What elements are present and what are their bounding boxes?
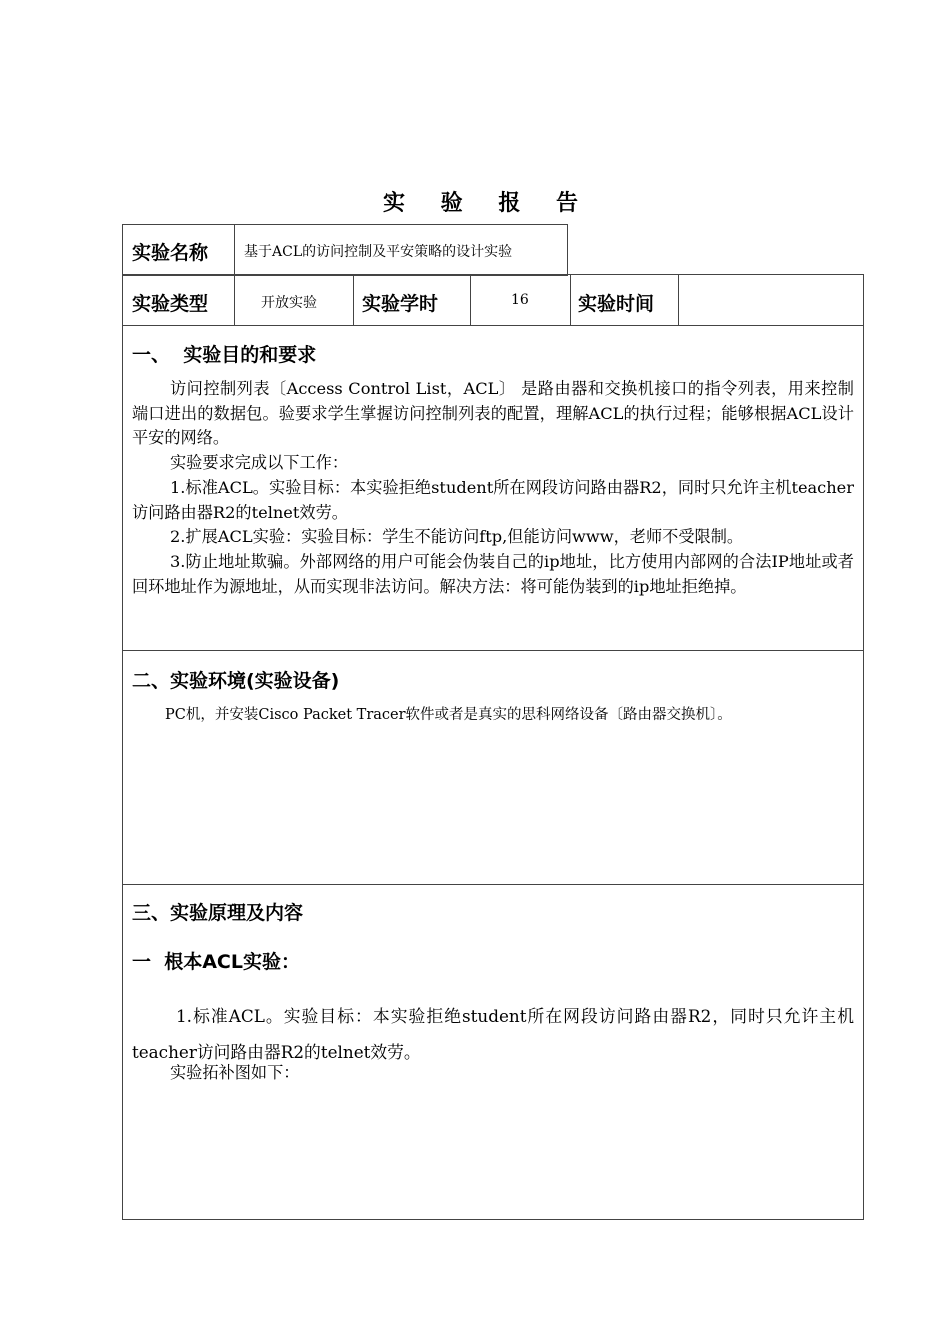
experiment-info-row <box>122 274 864 326</box>
section-purpose-heading: 一、 实验目的和要求 <box>132 344 317 366</box>
page-title: 实 验 报 告 <box>383 191 592 216</box>
basic-acl-subheading: 一 根本ACL实验： <box>132 951 300 973</box>
experiment-time-label: 实验时间 <box>578 293 655 315</box>
experiment-hours-label-cell <box>353 275 470 325</box>
task-extended-acl: 2.扩展ACL实验：实验目标：学生不能访问ftp,但能访问www，老师不受限制。 <box>170 527 744 546</box>
topology-caption: 实验拓补图如下： <box>170 1063 300 1082</box>
environment-text: PC机，并安装Cisco Packet Tracer软件或者是真实的思科网络设备〔路由器交换机〕。 <box>165 707 732 723</box>
section-principle-heading: 三、实验原理及内容 <box>132 902 304 924</box>
experiment-type-label: 实验类型 <box>132 293 209 315</box>
purpose-intro-paragraph: 访问控制列表〔Access Control List，ACL〕 是路由器和交换机接口的指令列表，用来控制端口进出的数据包。验要求学生掌握访问控制列表的配置，理解ACL的执行过程；能够根据ACL设计平安的网络。 <box>132 379 854 447</box>
experiment-name-value: 基于ACL的访问控制及平安策略的设计实验 <box>244 244 513 260</box>
experiment-name-label: 实验名称 <box>132 242 209 264</box>
experiment-hours-cell <box>470 275 570 325</box>
experiment-time-label-cell <box>570 275 678 325</box>
experiment-time-cell <box>678 275 863 325</box>
section-environment-heading: 二、实验环境(实验设备) <box>132 670 340 692</box>
task-standard-acl: 1.标准ACL。实验目标：本实验拒绝student所在网段访问路由器R2，同时只允许主机teacher访问路由器R2的telnet效劳。 <box>132 478 854 522</box>
basic-acl-paragraph: 1.标准ACL。实验目标：本实验拒绝student所在网段访问路由器R2，同时只允许主机teacher访问路由器R2的telnet效劳。 <box>132 1006 854 1062</box>
experiment-type-value: 开放实验 <box>261 295 317 311</box>
tasks-intro: 实验要求完成以下工作： <box>170 453 349 472</box>
experiment-name-cell <box>234 225 568 275</box>
experiment-type-cell <box>234 275 353 325</box>
experiment-hours-label: 实验学时 <box>362 293 439 315</box>
task-anti-spoofing: 3.防止地址欺骗。外部网络的用户可能会伪装自己的ip地址，比方使用内部网的合法IP地址或者回环地址作为源地址，从而实现非法访问。解决方法：将可能伪装到的ip地址拒绝掉。 <box>132 552 854 596</box>
experiment-name-row <box>122 224 568 276</box>
experiment-hours-value: 16 <box>511 292 529 308</box>
